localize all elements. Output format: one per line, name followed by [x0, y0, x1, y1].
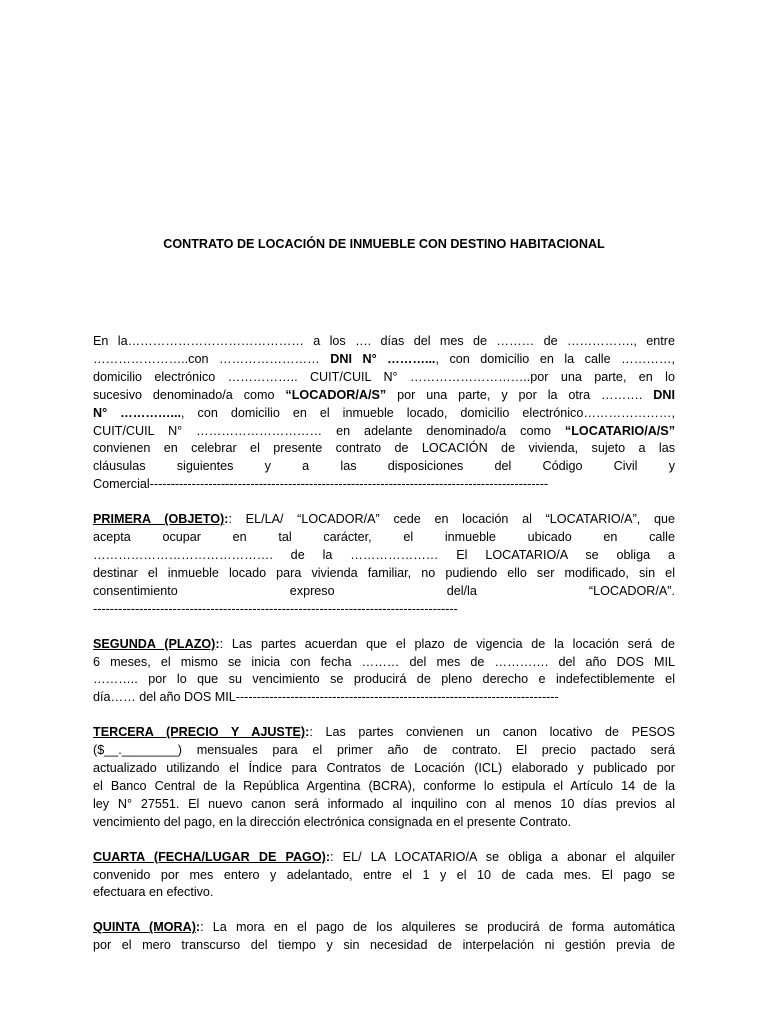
clause-line: el Banco Central de la República Argentina (BCRA), conforme lo estipula el Artículo 14 de la — [93, 778, 675, 793]
clause-line: ……….. por lo que su vencimiento se producirá de pleno derecho e indefectiblemente el — [93, 672, 675, 687]
intro-line: convienen en celebrar el presente contrato de LOCACIÓN de vivienda, sujeto a las — [93, 441, 675, 456]
clause-line: acepta ocupar en tal carácter, el inmueble ubicado en calle — [93, 530, 675, 545]
clause-line: efectuara en efectivo. — [93, 885, 214, 900]
clause-line: día…… del año DOS MIL----------------------------------------------------------------------------- — [93, 690, 559, 705]
document-title: CONTRATO DE LOCACIÓN DE INMUEBLE CON DESTINO HABITACIONAL — [163, 237, 605, 251]
clause-heading: SEGUNDA (PLAZO) — [93, 636, 216, 651]
document-body — [93, 333, 675, 972]
clause-segunda: SEGUNDA (PLAZO):: Las partes acuerdan que el plazo de vigencia de la locación será de 6 meses, el mismo se inicia con fecha ……… del mes de …………. del año DOS MIL ……….. por lo que su vencimiento se producirá de pleno derecho e indefectiblemente el día…… del año DOS MIL----------------------------------------------------------------------------- — [93, 636, 675, 708]
clause-line: destinar el inmueble locado para vivienda familiar, no pudiendo ello ser modificado, sin el — [93, 565, 675, 580]
clause-line: consentimiento expreso del/la “LOCADOR/A”. — [93, 583, 675, 598]
clause-quinta: QUINTA (MORA):: La mora en el pago de los alquileres se producirá de forma automática por el mero transcurso del tiempo y sin necesidad de interpelación ni gestión previa de — [93, 919, 675, 955]
intro-line: N° …………..., con domicilio en el inmueble locado, domicilio electrónico…………………, — [93, 405, 675, 420]
clause-heading: CUARTA (FECHA/LUGAR DE PAGO) — [93, 849, 326, 864]
clause-line: 6 meses, el mismo se inicia con fecha ……… del mes de …………. del año DOS MIL — [93, 654, 675, 669]
intro-line: En la…………………………………… a los …. días del mes de ……… de ……………., entre — [93, 334, 675, 348]
intro-paragraph — [93, 333, 675, 494]
clause-cuarta: CUARTA (FECHA/LUGAR DE PAGO):: EL/ LA LOCATARIO/A se obliga a abonar el alquiler convenido por mes entero y adelantado, entre el 1 y el 10 de cada mes. El pago se efectuara en efectivo. — [93, 849, 675, 903]
clause-tercera: TERCERA (PRECIO Y AJUSTE):: Las partes convienen un canon locativo de PESOS ($__.________) mensuales para el primer año de contrato. El precio pactado será actualizado utilizando el Índice para Contratos de Locación (ICL) elaborado y publicado por el Banco Central de la República Argentina (BCRA), conforme lo estipula el Artículo 14 de la ley N° 27551. El nuevo canon será informado al inquilino con al menos 10 días previos al vencimiento del pago, en la dirección electrónica consignada en el presente Contrato. — [93, 724, 675, 831]
intro-line: domicilio electrónico …………….. CUIT/CUIL N° ………………………..por una parte, en lo — [93, 369, 675, 384]
clause-line: por el mero transcurso del tiempo y sin necesidad de interpelación ni gestión previa de — [93, 938, 675, 953]
intro-line: Comercial----------------------------------------------------------------------------------------------- — [93, 477, 549, 492]
intro-line: CUIT/CUIL N° ………………………… en adelante denominado/a como “LOCATARIO/A/S” — [93, 423, 675, 438]
clause-line: ley N° 27551. El nuevo canon será informado al inquilino con al menos 10 días previos al — [93, 796, 675, 811]
clause-heading: TERCERA (PRECIO Y AJUSTE) — [93, 725, 306, 740]
clause-line: convenido por mes entero y adelantado, entre el 1 y el 10 de cada mes. El pago se — [93, 867, 675, 882]
intro-line: cláusulas siguientes y a las disposiciones del Código Civil y — [93, 459, 675, 474]
intro-line: …………………..con …………………… DNI N° ………..., con domicilio en la calle …………, — [93, 351, 675, 366]
clause-primera: PRIMERA (OBJETO):: EL/LA/ “LOCADOR/A” cede en locación al “LOCATARIO/A”, que acepta ocupar en tal carácter, el inmueble ubicado en calle ……………………………………. de la ………………… El LOCATARIO/A se obliga a destinar el inmueble locado para vivienda familiar, no pudiendo ello ser modificado, sin el consentimiento expreso del/la “LOCADOR/A”. --------------------------------------------------------------------------------------- — [93, 511, 675, 618]
clause-line: actualizado utilizando el Índice para Contratos de Locación (ICL) elaborado y publicado por — [93, 761, 675, 776]
intro-line: sucesivo denominado/a como “LOCADOR/A/S” por una parte, y por la otra ………. DNI — [93, 387, 675, 402]
clause-line: ……………………………………. de la ………………… El LOCATARIO/A se obliga a — [93, 547, 675, 562]
clause-heading: QUINTA (MORA) — [93, 920, 196, 935]
clause-heading: PRIMERA (OBJETO) — [93, 512, 225, 527]
clause-line: ($__.________) mensuales para el primer año de contrato. El precio pactado será — [93, 743, 675, 758]
clause-line: --------------------------------------------------------------------------------------- — [93, 601, 458, 616]
clause-line: vencimiento del pago, en la dirección electrónica consignada en el presente Contrato. — [93, 814, 572, 829]
